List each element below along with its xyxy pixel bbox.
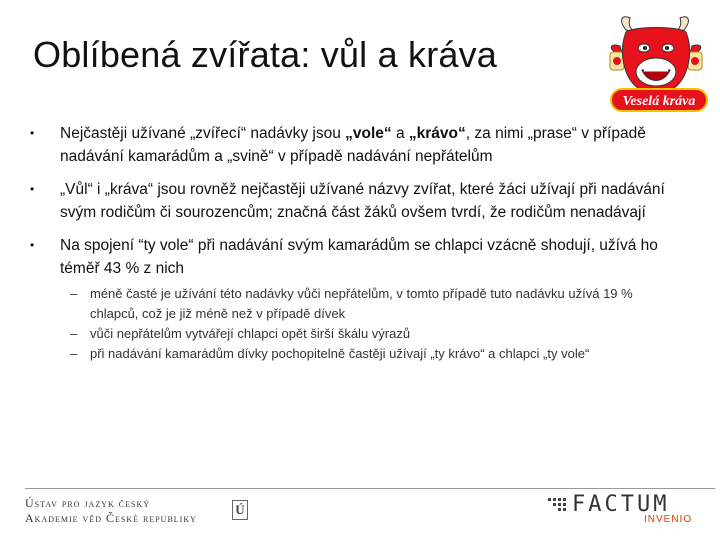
bullet-item — [30, 122, 690, 168]
bullet-item — [30, 178, 690, 224]
logo-caption: Veselá kráva — [610, 88, 708, 112]
institute-line-1: Ústav pro jazyk český — [25, 496, 151, 510]
sub-bullet-item — [30, 344, 690, 364]
bullet-text-bold: „krávo“ — [408, 125, 466, 142]
bullet-text-part: , za nimi „prase“ v případě nadávání kamarádům a „svině“ v případě nadávání nepřátelům — [60, 125, 646, 165]
ujc-emblem-icon: Ú — [232, 500, 248, 520]
factum-dots-icon — [548, 498, 570, 512]
invenio-wordmark: INVENIO — [644, 514, 693, 525]
factum-logo — [548, 493, 708, 527]
dash-glyph: – — [70, 346, 78, 361]
institute-line-2: Akademie věd České republiky — [25, 511, 197, 525]
dash-glyph: – — [70, 286, 78, 301]
dash-glyph: – — [70, 326, 78, 341]
bullet-text: „Vůl“ i „kráva“ jsou rovněž nejčastěji užívané názvy zvířat, které žáci užívají při nadávání svým rodičům či sourozencům; značná část žáků ovšem tvrdí, že rodičům nenadávají — [60, 181, 665, 221]
bullet-text: Na spojení “ty vole“ při nadávání svým kamarádům se chlapci vzácně shodují, užívá ho téměř 43 % z nich — [60, 237, 658, 277]
sub-bullet-item — [30, 324, 690, 344]
bullet-list — [30, 122, 690, 364]
bullet-glyph: • — [30, 182, 35, 196]
bullet-item — [30, 234, 690, 280]
bullet-text-bold: „vole“ — [345, 125, 392, 142]
bullet-glyph: • — [30, 126, 35, 140]
sub-bullet-item — [30, 284, 690, 324]
institute-name — [25, 496, 197, 526]
slide-title: Oblíbená zvířata: vůl a kráva — [33, 34, 498, 75]
bullet-text-part: Nejčastěji užívané „zvířecí“ nadávky jsou — [60, 125, 346, 142]
footer-divider — [25, 488, 715, 489]
sub-bullet-text: vůči nepřátelům vytvářejí chlapci opět širší škálu výrazů — [90, 326, 411, 341]
sub-bullet-text: méně časté je užívání této nadávky vůči nepřátelům, v tomto případě tuto nadávku užívá 19 % chlapců, což je již méně než v případě dívek — [90, 286, 633, 321]
bullet-text-part: a — [391, 125, 409, 142]
sub-bullet-text: při nadávání kamarádům dívky pochopitelně častěji užívají „ty krávo“ a chlapci „ty vole“ — [90, 346, 590, 361]
factum-wordmark: FACTUM — [572, 492, 670, 517]
bullet-glyph: • — [30, 238, 35, 252]
